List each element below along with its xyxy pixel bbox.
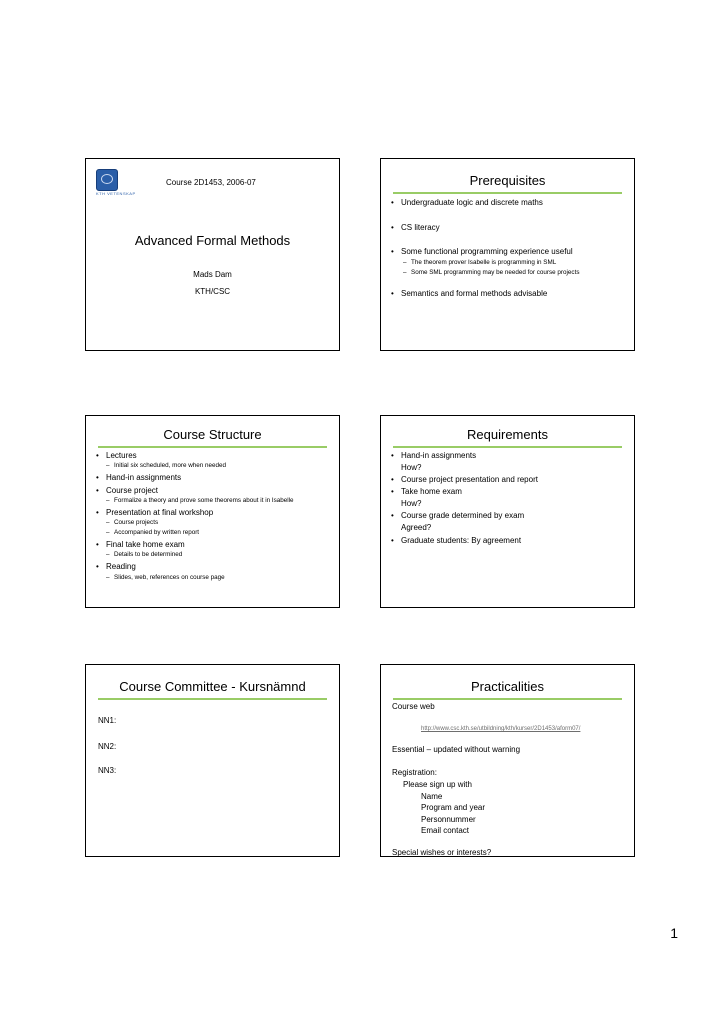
slide-heading: Practicalities: [471, 679, 544, 694]
slide-practicalities: [380, 664, 635, 857]
bullet: • Take home exam: [391, 487, 462, 496]
bullet-continuation: How?: [401, 463, 422, 472]
slide-heading: Course Committee - Kursnämnd: [119, 679, 306, 694]
slide-course-structure: [85, 415, 340, 608]
bullet: • Reading: [96, 562, 136, 571]
slide-title-text: Advanced Formal Methods: [134, 233, 291, 248]
logo-label: KTH VETENSKAP: [96, 191, 136, 196]
field-email: Email contact: [421, 826, 470, 835]
bullet: • Course grade determined by exam: [391, 511, 525, 520]
bullet: • Semantics and formal methods advisable: [391, 289, 548, 298]
field-personnummer: Personnummer: [421, 815, 476, 824]
affiliation: KTH/CSC: [194, 287, 231, 296]
title-divider: [98, 698, 327, 700]
slide-prerequisites: [380, 158, 635, 351]
committee-member-1: NN1:: [98, 716, 117, 725]
course-web-link[interactable]: http://www.csc.kth.se/utbildning/kth/kurser/2D1453/aform07/: [421, 726, 581, 732]
field-program: Program and year: [421, 803, 486, 812]
author: Mads Dam: [193, 270, 232, 279]
bullet: • Hand-in assignments: [391, 451, 477, 460]
bullet: • Graduate students: By agreement: [391, 536, 522, 545]
sub-bullet: – Accompanied by written report: [106, 529, 200, 536]
bullet: • Lectures: [96, 451, 137, 460]
slide-course-committee: [85, 664, 340, 857]
bullet: • CS literacy: [391, 223, 440, 232]
title-divider: [98, 446, 327, 448]
bullet-continuation: How?: [401, 499, 422, 508]
title-divider: [393, 192, 622, 194]
essential-note: Essential – updated without warning: [392, 745, 521, 754]
slide-heading: Requirements: [467, 427, 548, 442]
sub-bullet: – Details to be determined: [106, 551, 183, 558]
sub-bullet: – Some SML programming may be needed for course projects: [403, 269, 580, 276]
course-header: Course 2D1453, 2006-07: [166, 178, 256, 187]
bullet: • Final take home exam: [96, 540, 185, 549]
bullet: • Some functional programming experience useful: [391, 247, 573, 256]
special-wishes: Special wishes or interests?: [392, 848, 492, 857]
slide-title: [85, 158, 340, 351]
bullet: • Course project: [96, 486, 159, 495]
sub-bullet: – Slides, web, references on course page: [106, 574, 225, 581]
sub-bullet: – Course projects: [106, 519, 159, 526]
course-web-label: Course web: [392, 702, 435, 711]
bullet: • Presentation at final workshop: [96, 508, 214, 517]
registration-label: Registration:: [392, 768, 437, 777]
committee-member-2: NN2:: [98, 742, 117, 751]
title-divider: [393, 698, 622, 700]
sign-up-text: Please sign up with: [403, 780, 472, 789]
committee-member-3: NN3:: [98, 766, 117, 775]
sub-bullet: – The theorem prover Isabelle is programming in SML: [403, 259, 557, 266]
page-number: 1: [670, 925, 678, 941]
bullet: • Hand-in assignments: [96, 473, 182, 482]
bullet: • Course project presentation and report: [391, 475, 538, 484]
slide-heading: Prerequisites: [469, 173, 546, 188]
field-name: Name: [421, 792, 443, 801]
bullet: • Undergraduate logic and discrete maths: [391, 198, 543, 207]
bullet-continuation: Agreed?: [401, 523, 432, 532]
title-divider: [393, 446, 622, 448]
kth-logo-icon: [96, 169, 118, 191]
sub-bullet: – Formalize a theory and prove some theorems about it in Isabelle: [106, 497, 294, 504]
sub-bullet: – Initial six scheduled, more when needed: [106, 462, 227, 469]
slide-requirements: [380, 415, 635, 608]
slide-heading: Course Structure: [163, 427, 262, 442]
